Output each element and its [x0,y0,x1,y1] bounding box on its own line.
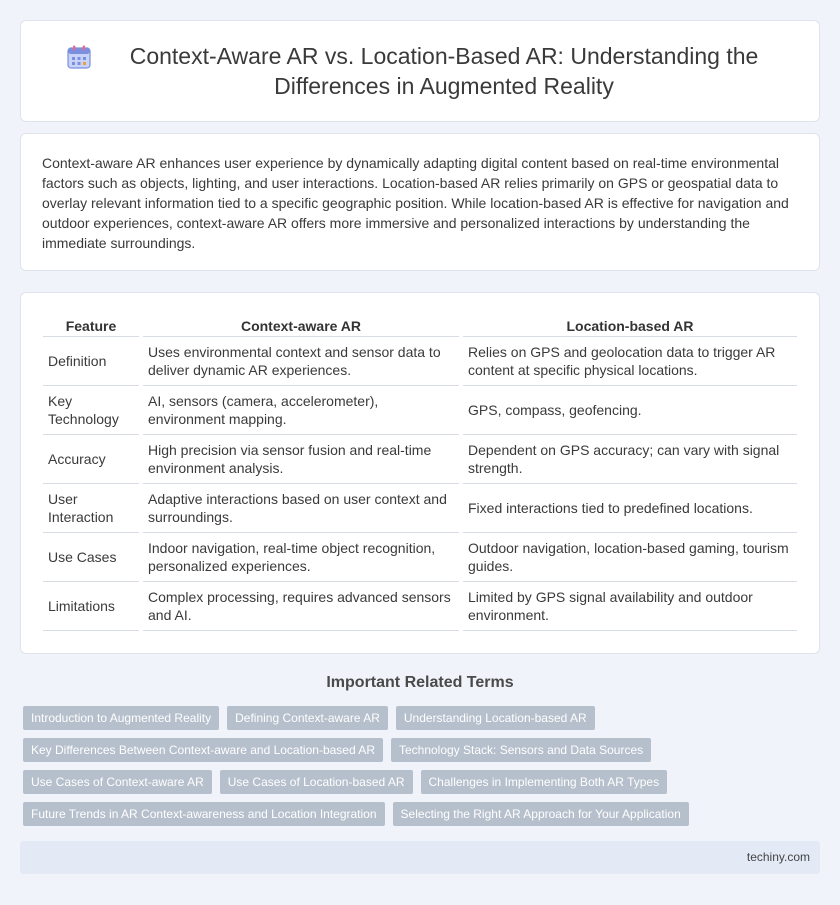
related-term-tag[interactable]: Challenges in Implementing Both AR Types [421,770,668,794]
related-term-tag[interactable]: Selecting the Right AR Approach for Your Application [393,802,689,826]
context-aware-cell: Indoor navigation, real-time object recognition, personalized experiences. [143,533,459,582]
feature-cell: Key Technology [43,386,139,435]
title-card [20,20,820,122]
location-based-cell: Fixed interactions tied to predefined locations. [463,484,797,533]
table-row [43,582,797,631]
location-based-cell: Dependent on GPS accuracy; can vary with signal strength. [463,435,797,484]
table-row [43,484,797,533]
intro-paragraph: Context-aware AR enhances user experience by dynamically adapting digital content based on real-time environmental factors such as objects, lighting, and user interactions. Location-based AR relies primarily on GPS or geospatial data to overlay relevant information tied to a specific geographic position. While location-based AR is effective for navigation and outdoor experiences, context-aware AR offers more immersive and personalized interactions by understanding the immediate surroundings. [42,155,789,251]
feature-cell: Definition [43,337,139,386]
feature-cell: Accuracy [43,435,139,484]
title-wrap [26,41,814,101]
feature-cell: User Interaction [43,484,139,533]
table-header-row [43,313,797,337]
table-row [43,337,797,386]
feature-cell: Limitations [43,582,139,631]
related-term-tag[interactable]: Technology Stack: Sensors and Data Sources [391,738,651,762]
context-aware-cell: AI, sensors (camera, accelerometer), environment mapping. [143,386,459,435]
related-term-tag[interactable]: Future Trends in AR Context-awareness and Location Integration [23,802,385,826]
context-aware-cell: Adaptive interactions based on user context and surroundings. [143,484,459,533]
tag-row [23,706,813,730]
context-aware-cell: High precision via sensor fusion and real-time environment analysis. [143,435,459,484]
related-term-tag[interactable]: Use Cases of Context-aware AR [23,770,212,794]
tag-row [23,802,813,826]
comparison-card [20,292,820,654]
calendar-icon [66,44,92,70]
feature-cell: Use Cases [43,533,139,582]
footer-site-link[interactable]: techiny.com [746,850,810,864]
tag-row [23,738,813,762]
header-feature: Feature [43,313,139,337]
related-term-tag[interactable]: Understanding Location-based AR [396,706,595,730]
comparison-table [39,313,801,631]
header-location-based: Location-based AR [463,313,797,337]
related-term-tag[interactable]: Defining Context-aware AR [227,706,388,730]
header-context-aware: Context-aware AR [143,313,459,337]
related-term-tag[interactable]: Introduction to Augmented Reality [23,706,219,730]
footer [20,841,820,874]
context-aware-cell: Complex processing, requires advanced sensors and AI. [143,582,459,631]
related-terms-heading: Important Related Terms [326,674,514,691]
context-aware-cell: Uses environmental context and sensor data to deliver dynamic AR experiences. [143,337,459,386]
intro-card [20,133,820,271]
location-based-cell: GPS, compass, geofencing. [463,386,797,435]
location-based-cell: Limited by GPS signal availability and outdoor environment. [463,582,797,631]
tag-row [23,770,813,794]
table-row [43,386,797,435]
location-based-cell: Outdoor navigation, location-based gaming, tourism guides. [463,533,797,582]
related-term-tag[interactable]: Key Differences Between Context-aware and Location-based AR [23,738,383,762]
related-terms-list [23,706,813,834]
table-row [43,435,797,484]
page-title: Context-Aware AR vs. Location-Based AR: Understanding the Differences in Augmented Reality [129,43,759,99]
location-based-cell: Relies on GPS and geolocation data to trigger AR content at specific physical locations. [463,337,797,386]
table-row [43,533,797,582]
related-term-tag[interactable]: Use Cases of Location-based AR [220,770,413,794]
